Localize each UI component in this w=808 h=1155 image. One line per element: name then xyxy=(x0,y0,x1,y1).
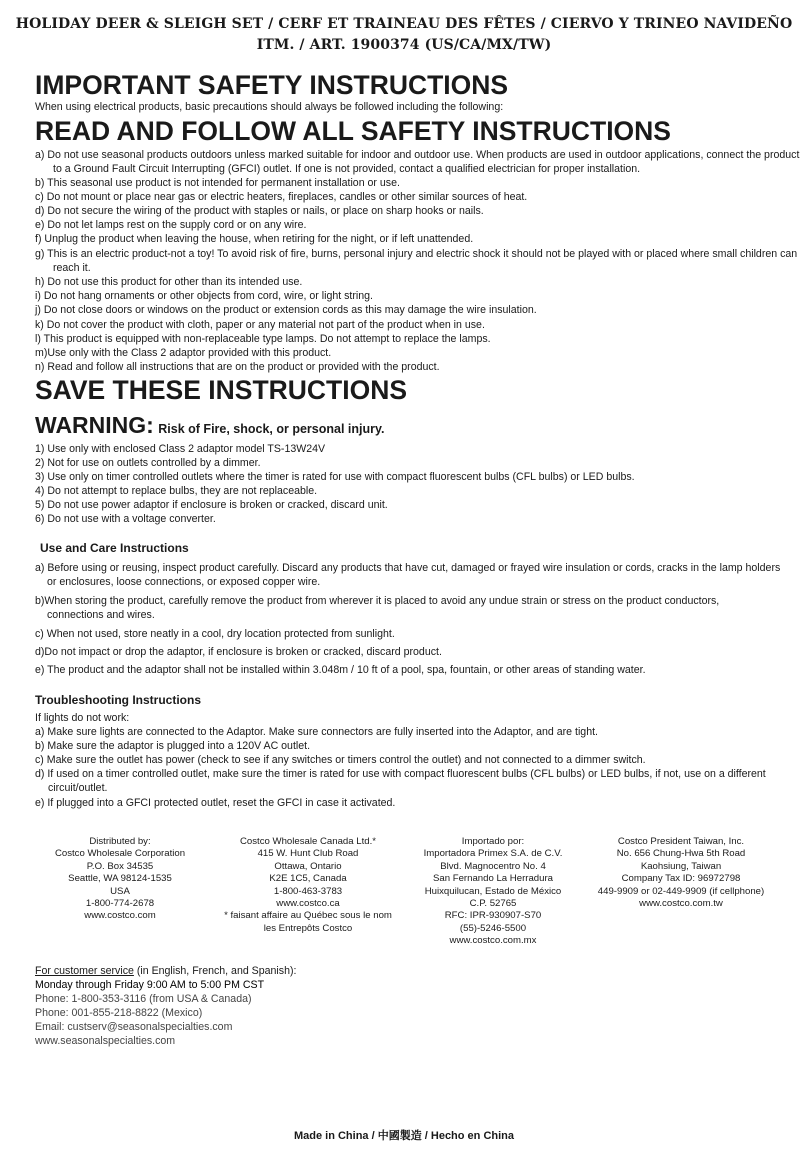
address-line: www.costco.com.mx xyxy=(449,935,537,947)
safety-intro: When using electrical products, basic precautions should always be followed including the following: xyxy=(35,101,504,113)
warning-item: 1) Use only with enclosed Class 2 adaptor model TS-13W24V xyxy=(35,443,326,455)
address-line: Costco Wholesale Canada Ltd.* xyxy=(240,836,376,847)
address-line: Blvd. Magnocentro No. 4 xyxy=(440,860,546,872)
use-care-item: connections and wires. xyxy=(47,609,155,621)
warning-item: 4) Do not attempt to replace bulbs, they are not replaceable. xyxy=(35,485,318,497)
warning-item: 5) Do not use power adaptor if enclosure is broken or cracked, discard unit. xyxy=(35,499,388,511)
country-of-origin: Made in China / 中國製造 / Hecho en China xyxy=(293,1130,515,1142)
address-line: K2E 1C5, Canada xyxy=(269,873,347,885)
distributor-usa xyxy=(40,836,200,923)
service-email: Email: custserv@seasonalspecialties.com xyxy=(35,1021,233,1033)
use-care-item: d)Do not impact or drop the adaptor, if enclosure is broken or cracked, discard product. xyxy=(35,646,442,658)
safety-item: d) Do not secure the wiring of the product with staples or nails, or place on sharp hooks or nails. xyxy=(35,205,484,217)
safety-item: a) Do not use seasonal products outdoors unless marked suitable for indoor and outdoor use. When products are used in outdoor applications, connect the product xyxy=(35,149,800,161)
address-line: Importado por: xyxy=(461,836,525,847)
phone-mexico: Phone: 001-855-218-8822 (Mexico) xyxy=(35,1007,203,1019)
troubleshooting-heading: Troubleshooting Instructions xyxy=(35,693,201,707)
safety-item: reach it. xyxy=(53,262,91,274)
address-line: No. 656 Chung-Hwa 5th Road xyxy=(616,848,746,860)
service-website: www.seasonalspecialties.com xyxy=(35,1035,176,1047)
use-care-item: or enclosures, loose connections, or exposed copper wire. xyxy=(47,576,321,588)
address-line: Kaohsiung, Taiwan xyxy=(640,860,722,872)
address-line: San Fernando La Herradura xyxy=(433,873,553,885)
troubleshooting-item: c) Make sure the outlet has power (check to see if any switches or timers control the outlet) and not connected to a dimmer switch. xyxy=(35,754,646,766)
use-care-item: a) Before using or reusing, inspect product carefully. Discard any products that have cut, damaged or frayed wire insulation or cords, cracks in the lamp holders xyxy=(35,562,781,574)
service-hours: Monday through Friday 9:00 AM to 5:00 PM CST xyxy=(35,979,265,991)
warning-label: WARNING: xyxy=(35,412,154,438)
safety-item: h) Do not use this product for other than its intended use. xyxy=(35,276,303,288)
address-line: 449-9909 or 02-449-9909 (if cellphone) xyxy=(597,885,765,897)
safety-item: k) Do not cover the product with cloth, paper or any material not part of the product when in use. xyxy=(35,319,485,331)
address-line: Costco President Taiwan, Inc. xyxy=(617,836,745,847)
safety-item: n) Read and follow all instructions that are on the product or provided with the product. xyxy=(35,361,440,373)
use-care-item: b)When storing the product, carefully remove the product from wherever it is placed to avoid any undue strain or stress on the product conductors, xyxy=(35,595,720,607)
address-line: Seattle, WA 98124-1535 xyxy=(68,873,172,885)
phone-usa-canada: Phone: 1-800-353-3116 (from USA & Canada) xyxy=(35,993,252,1005)
address-line: RFC: IPR-930907-S70 xyxy=(444,910,542,922)
distributor-taiwan xyxy=(586,836,776,910)
safety-item: to a Ground Fault Circuit Interrupting (GFCI) outlet. If one is not provided, contact a qualified electrician for proper installation. xyxy=(53,163,641,175)
address-line: USA xyxy=(110,885,130,897)
safety-item: g) This is an electric product-not a toy! To avoid risk of fire, burns, personal injury and electric shock it should not be played with or placed where small children can xyxy=(35,248,798,260)
address-line: www.costco.com.tw xyxy=(639,898,723,910)
safety-item: i) Do not hang ornaments or other objects from cord, wire, or light string. xyxy=(35,290,373,302)
save-heading: SAVE THESE INSTRUCTIONS xyxy=(35,375,408,405)
address-line: Ottawa, Ontario xyxy=(274,860,342,872)
customer-service-heading xyxy=(35,964,296,978)
address-line: 415 W. Hunt Club Road xyxy=(257,848,359,860)
distributor-mexico xyxy=(412,836,574,948)
warning-item: 6) Do not use with a voltage converter. xyxy=(35,513,216,525)
address-line: 1-800-463-3783 xyxy=(273,885,343,897)
address-line: * faisant affaire au Québec sous le nom xyxy=(224,910,392,922)
address-line: www.costco.com xyxy=(84,910,156,922)
troubleshooting-item: circuit/outlet. xyxy=(48,782,108,794)
troubleshooting-item: e) If plugged into a GFCI protected outlet, reset the GFCI in case it activated. xyxy=(35,797,396,809)
distributor-canada xyxy=(218,836,398,935)
customer-service-link[interactable]: For customer service xyxy=(35,965,134,977)
address-line: les Entrepôts Costco xyxy=(263,922,353,934)
address-line: C.P. 52765 xyxy=(469,898,517,910)
item-number: ITM. / ART. 1900374 (US/CA/MX/TW) xyxy=(256,37,552,53)
warning-item: 2) Not for use on outlets controlled by a dimmer. xyxy=(35,457,261,469)
safety-item: f) Unplug the product when leaving the house, when retiring for the night, or if left unattended. xyxy=(35,233,474,245)
safety-item: c) Do not mount or place near gas or electric heaters, fireplaces, candles or other similar sources of heat. xyxy=(35,191,528,203)
safety-item: l) This product is equipped with non-replaceable type lamps. Do not attempt to replace the lamps. xyxy=(35,333,491,345)
read-follow-heading: READ AND FOLLOW ALL SAFETY INSTRUCTIONS xyxy=(35,116,671,146)
troubleshooting-item: b) Make sure the adaptor is plugged into a 120V AC outlet. xyxy=(35,740,311,752)
address-line: 1-800-774-2678 xyxy=(85,898,155,910)
troubleshooting-item: a) Make sure lights are connected to the Adaptor. Make sure connectors are fully inserted into the Adaptor, and are tight. xyxy=(35,726,598,738)
address-line: Importadora Primex S.A. de C.V. xyxy=(423,848,563,860)
safety-item: e) Do not let lamps rest on the supply cord or on any wire. xyxy=(35,219,307,231)
safety-item: j) Do not close doors or windows on the product or extension cords as this may damage the wire insulation. xyxy=(35,304,537,316)
safety-heading: IMPORTANT SAFETY INSTRUCTIONS xyxy=(35,70,509,100)
warning-item: 3) Use only on timer controlled outlets where the timer is rated for use with compact fluorescent bulbs (CFL bulbs) or LED bulbs. xyxy=(35,471,635,483)
troubleshooting-intro: If lights do not work: xyxy=(35,712,130,724)
use-care-heading: Use and Care Instructions xyxy=(40,541,189,555)
address-line: Company Tax ID: 96972798 xyxy=(621,873,741,885)
safety-item: m)Use only with the Class 2 adaptor provided with this product. xyxy=(35,347,332,359)
use-care-item: e) The product and the adaptor shall not be installed within 3.048m / 10 ft of a pool, spa, fountain, or other areas of standing water. xyxy=(35,664,646,676)
address-line: Huixquilucan, Estado de México xyxy=(424,885,562,897)
warning-heading xyxy=(35,412,385,439)
address-line: www.costco.ca xyxy=(276,898,340,910)
product-title: HOLIDAY DEER & SLEIGH SET / CERF ET TRAINEAU DES FÊTES / CIERVO Y TRINEO NAVIDEÑO xyxy=(15,16,793,32)
use-care-item: c) When not used, store neatly in a cool, dry location protected from sunlight. xyxy=(35,628,395,640)
address-line: Distributed by: xyxy=(89,836,151,847)
safety-item: b) This seasonal use product is not intended for permanent installation or use. xyxy=(35,177,400,189)
address-line: Costco Wholesale Corporation xyxy=(54,848,186,860)
troubleshooting-item: d) If used on a timer controlled outlet, make sure the timer is rated for use with compact fluorescent bulbs (CFL bulbs) or LED bulbs, if not, use on a different xyxy=(35,768,766,780)
address-line: (55)-5246-5500 xyxy=(459,922,527,934)
address-line: P.O. Box 34535 xyxy=(86,860,154,872)
warning-subtitle: Risk of Fire, shock, or personal injury. xyxy=(158,422,385,436)
customer-service-languages: (in English, French, and Spanish): xyxy=(133,965,297,977)
